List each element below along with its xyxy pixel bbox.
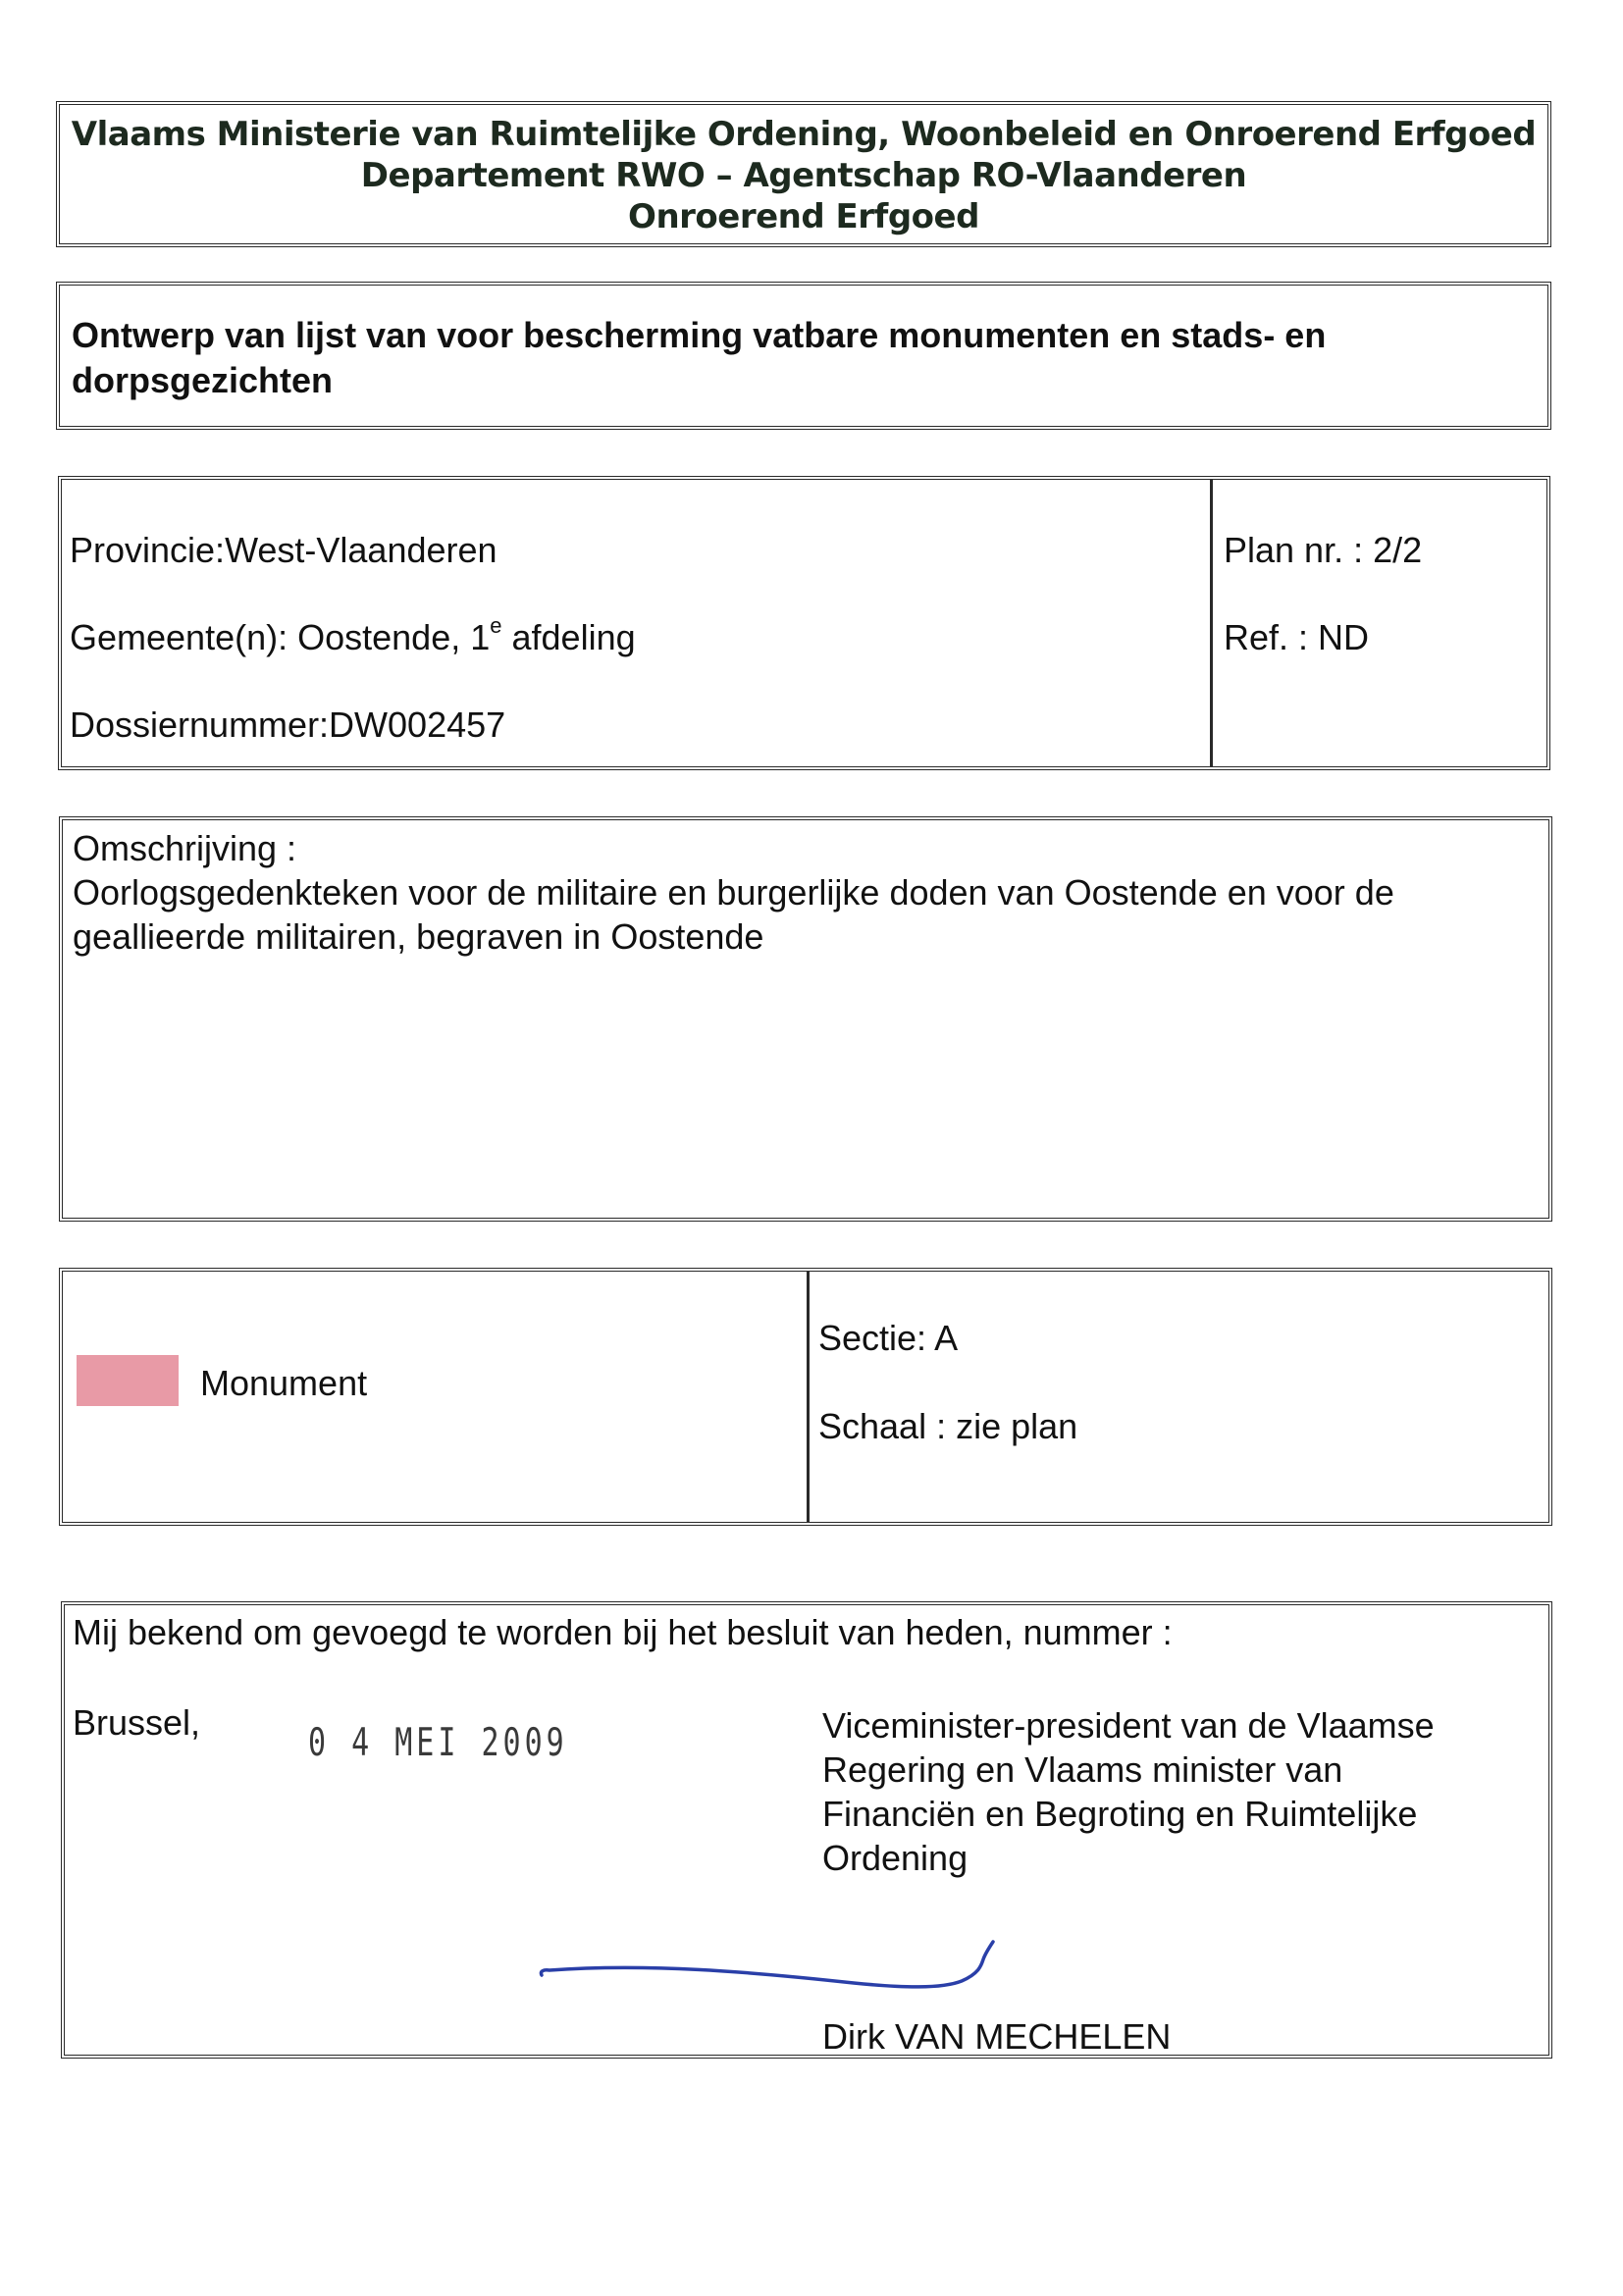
signatory-name: Dirk VAN MECHELEN bbox=[822, 2016, 1172, 2057]
provincie-field: Provincie:West-Vlaanderen bbox=[70, 530, 497, 570]
legend-monument-label: Monument bbox=[200, 1363, 368, 1403]
sectie-field: Sectie: A bbox=[818, 1318, 959, 1358]
reference-field: Ref. : ND bbox=[1224, 617, 1370, 657]
place-field: Brussel, bbox=[73, 1702, 201, 1743]
handwritten-signature-icon bbox=[530, 1938, 1040, 1997]
column-divider bbox=[1210, 480, 1213, 766]
signature-stroke bbox=[541, 1942, 993, 1987]
description-content bbox=[73, 826, 1529, 959]
gemeente-superscript: e bbox=[490, 613, 502, 638]
department-name: Departement RWO – Agentschap RO-Vlaanderen bbox=[360, 156, 1247, 195]
signatory-title-line: Regering en Vlaams minister van bbox=[822, 1749, 1343, 1790]
location-info-box bbox=[58, 476, 1550, 770]
gemeente-prefix: Gemeente(n): Oostende, 1 bbox=[70, 617, 491, 657]
signatory-title bbox=[822, 1703, 1435, 1880]
dossier-number-field: Dossiernummer:DW002457 bbox=[70, 704, 506, 745]
description-text: Oorlogsgedenkteken voor de militaire en burgerlijke doden van Oostende en voor de geallieerde militairen, begraven in Oostende bbox=[73, 872, 1394, 957]
document-title-box bbox=[56, 282, 1551, 430]
agency-name: Onroerend Erfgoed bbox=[628, 197, 979, 236]
signatory-title-line: Viceminister-president van de Vlaamse bbox=[822, 1705, 1435, 1746]
signatory-title-line: Financiën en Begroting en Ruimtelijke bbox=[822, 1794, 1418, 1834]
ministry-header-box bbox=[56, 101, 1551, 247]
date-stamp: 0 4 MEI 2009 bbox=[308, 1721, 568, 1766]
description-box bbox=[59, 816, 1552, 1222]
schaal-field: Schaal : zie plan bbox=[818, 1406, 1078, 1446]
description-label: Omschrijving : bbox=[73, 828, 297, 868]
signatory-title-line: Ordening bbox=[822, 1838, 969, 1878]
gemeente-field bbox=[70, 613, 636, 657]
plan-number-field: Plan nr. : 2/2 bbox=[1224, 530, 1423, 570]
monument-color-swatch bbox=[77, 1355, 179, 1406]
legend-box bbox=[59, 1268, 1552, 1526]
approval-statement: Mij bekend om gevoegd te worden bij het besluit van heden, nummer : bbox=[73, 1612, 1173, 1652]
document-title: Ontwerp van lijst van voor bescherming vatbare monumenten en stads- en dorpsgezichten bbox=[72, 315, 1327, 400]
ministry-name: Vlaams Ministerie van Ruimtelijke Ordening, Woonbeleid en Onroerend Erfgoed bbox=[71, 115, 1537, 154]
column-divider bbox=[807, 1272, 810, 1522]
gemeente-suffix: afdeling bbox=[501, 617, 636, 657]
